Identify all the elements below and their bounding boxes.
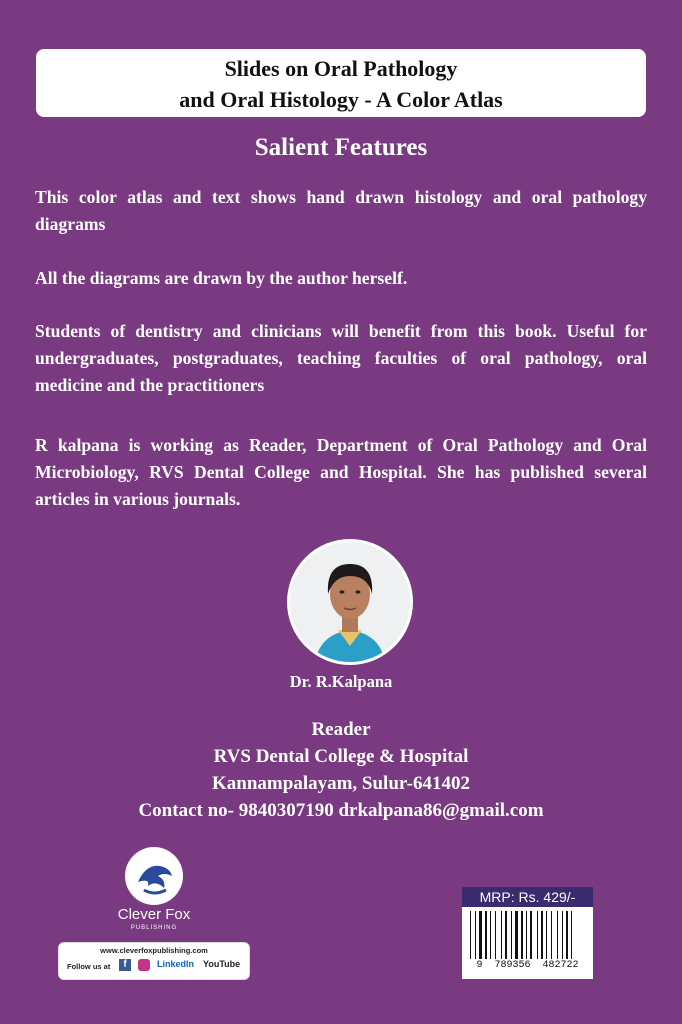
author-portrait-icon — [290, 542, 410, 662]
facebook-icon[interactable]: f — [119, 959, 131, 971]
linkedin-icon[interactable]: LinkedIn — [157, 959, 195, 969]
fox-logo-icon — [124, 846, 184, 906]
instagram-icon[interactable] — [138, 959, 150, 971]
publisher-name: Clever Fox — [117, 906, 191, 923]
paragraph-2: All the diagrams are drawn by the author herself. — [35, 268, 408, 288]
isbn-digits: 9 789356 482722 — [476, 960, 579, 971]
book-title-box — [36, 49, 646, 117]
book-title-line-2: and Oral Histology - A Color Atlas — [179, 87, 503, 112]
author-institution: RVS Dental College & Hospital — [213, 746, 469, 767]
section-heading: Salient Features — [254, 134, 428, 161]
book-title-line-1: Slides on Oral Pathology — [224, 56, 458, 81]
mrp-label: MRP: Rs. 429/- — [462, 887, 593, 907]
publisher-sub: PUBLISHING — [130, 925, 178, 931]
paragraph-1: This color atlas and text shows hand drawn histology and oral pathology diagrams — [35, 187, 647, 234]
paragraph-3: Students of dentistry and clinicians will benefit from this book. Useful for undergraduates, postgraduates, teaching faculties of oral pathology, oral medicine and the practitioners — [35, 321, 647, 395]
publisher-logo — [108, 846, 200, 938]
author-designation: Reader — [311, 719, 371, 740]
author-contact: Contact no- 9840307190 drkalpana86@gmail.com — [138, 800, 544, 821]
paragraph-4: R kalpana is working as Reader, Department of Oral Pathology and Oral Microbiology, RVS Dental College and Hospital. She has published several articles in various journals. — [35, 435, 647, 509]
publisher-website[interactable]: www.cleverfoxpublishing.com — [100, 946, 208, 955]
author-name: Dr. R.Kalpana — [289, 672, 393, 691]
author-photo — [287, 539, 413, 665]
author-address: Kannampalayam, Sulur-641402 — [212, 773, 470, 794]
youtube-icon[interactable]: YouTube — [203, 959, 241, 969]
follow-us-box — [58, 942, 250, 980]
follow-us-label: Follow us at — [67, 962, 111, 971]
